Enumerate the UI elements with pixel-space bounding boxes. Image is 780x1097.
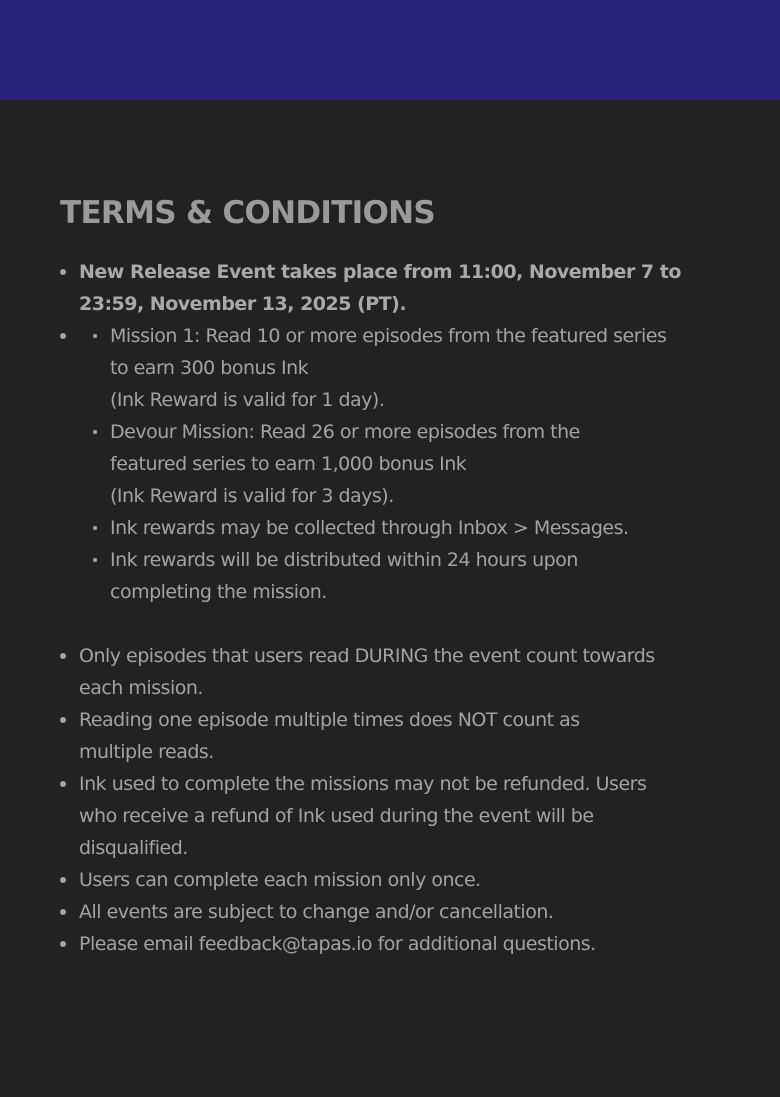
top-banner: [0, 0, 780, 100]
event-period-line-2: 23:59, November 13, 2025 (PT).: [79, 293, 407, 315]
mission-text: Devour Mission: Read 26 or more episodes from the: [110, 421, 580, 443]
event-period-item: [60, 256, 730, 320]
missions-list: [91, 320, 730, 608]
mission-text: featured series to earn 1,000 bonus Ink: [110, 453, 467, 475]
rule-item: [60, 864, 730, 896]
rule-item: [60, 640, 730, 704]
rules-list: [60, 640, 730, 960]
rule-item: [60, 928, 730, 960]
rule-item: [60, 768, 730, 864]
mission-text: Mission 1: Read 10 or more episodes from the featured series: [110, 325, 667, 347]
rule-item: [60, 704, 730, 768]
mission-text: completing the mission.: [110, 581, 327, 603]
event-period-line-1: New Release Event takes place from 11:00, November 7 to: [79, 261, 681, 283]
rule-text: Users can complete each mission only once.: [79, 869, 481, 891]
section-spacer: [60, 608, 730, 640]
rule-item: [60, 896, 730, 928]
rule-text: Please email feedback@tapas.io for additional questions.: [79, 933, 596, 955]
terms-section: [60, 190, 730, 960]
mission-text: to earn 300 bonus Ink: [110, 357, 309, 379]
rule-text: Only episodes that users read DURING the event count towards: [79, 645, 655, 667]
mission-text: (Ink Reward is valid for 3 days).: [110, 485, 394, 507]
mission-text: (Ink Reward is valid for 1 day).: [110, 389, 385, 411]
terms-list: [60, 256, 730, 608]
rule-text: All events are subject to change and/or cancellation.: [79, 901, 554, 923]
mission-text: Ink rewards may be collected through Inbox > Messages.: [110, 517, 629, 539]
rule-text: disqualified.: [79, 837, 188, 859]
mission-text: Ink rewards will be distributed within 24 hours upon: [110, 549, 578, 571]
terms-title: TERMS & CONDITIONS: [60, 195, 436, 231]
mission-item: [91, 512, 730, 544]
rule-text: Reading one episode multiple times does NOT count as: [79, 709, 580, 731]
mission-item: [91, 416, 730, 512]
rule-text: who receive a refund of Ink used during the event will be: [79, 805, 594, 827]
rule-text: multiple reads.: [79, 741, 214, 763]
rule-text: Ink used to complete the missions may not be refunded. Users: [79, 773, 647, 795]
missions-container: [60, 320, 730, 608]
mission-item: [91, 320, 730, 416]
rule-text: each mission.: [79, 677, 203, 699]
mission-item: [91, 544, 730, 608]
